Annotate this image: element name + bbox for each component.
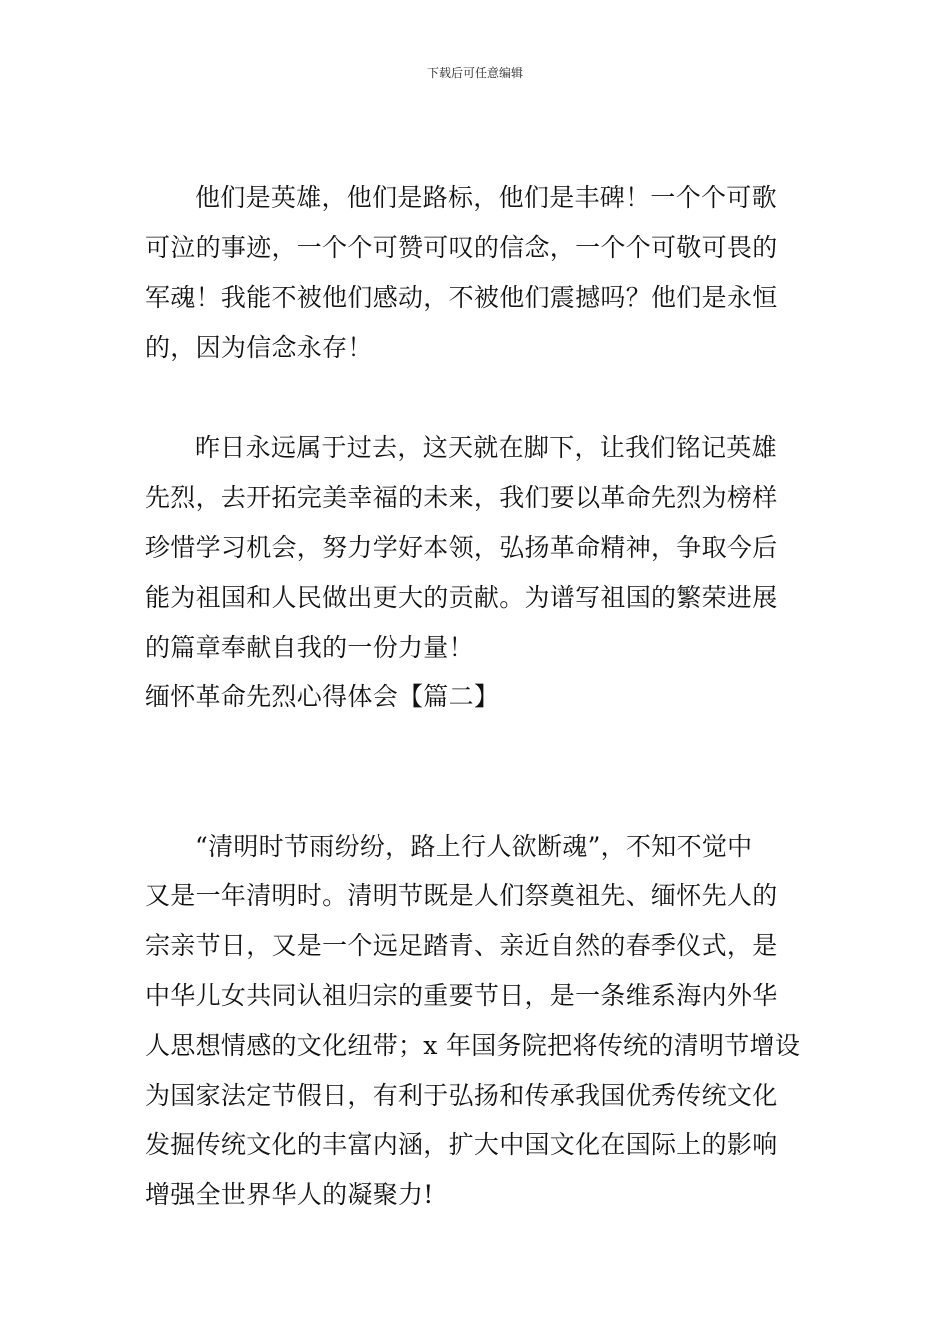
paragraph-2-line-2: 先烈，去开拓完美幸福的未来，我们要以革命先烈为榜样 bbox=[145, 483, 778, 512]
paragraph-1-line-3: 军魂！我能不被他们感动，不被他们震撼吗？他们是永恒 bbox=[145, 283, 778, 312]
paragraph-3-line-7: 发掘传统文化的丰富内涵，扩大中国文化在国际上的影响 bbox=[145, 1130, 778, 1159]
paragraph-3-line-4: 中华儿女共同认祖归宗的重要节日，是一条维系海内外华 bbox=[145, 981, 778, 1010]
paragraph-3-line-5: 人思想情感的文化纽带；x 年国务院把将传统的清明节增设 bbox=[145, 1031, 801, 1060]
paragraph-1-line-1: 他们是英雄，他们是路标，他们是丰碑！一个个可歌 bbox=[195, 183, 777, 212]
paragraph-3-line-6: 为国家法定节假日，有利于弘扬和传承我国优秀传统文化 bbox=[145, 1081, 778, 1110]
section-title: 缅怀革命先烈心得体会【篇二】 bbox=[145, 682, 500, 711]
page-header: 下载后可任意编辑 bbox=[426, 66, 523, 80]
paragraph-2-line-3: 珍惜学习机会，努力学好本领，弘扬革命精神，争取今后 bbox=[145, 533, 778, 562]
paragraph-2-line-1: 昨日永远属于过去，这天就在脚下，让我们铭记英雄 bbox=[195, 433, 777, 462]
paragraph-1-line-4: 的，因为信念永存！ bbox=[145, 333, 373, 362]
paragraph-3-line-8: 增强全世界华人的凝聚力! bbox=[145, 1180, 434, 1209]
paragraph-2-line-5: 的篇章奉献自我的一份力量！ bbox=[145, 633, 474, 662]
paragraph-2-line-4: 能为祖国和人民做出更大的贡献。为谱写祖国的繁荣进展 bbox=[145, 583, 778, 612]
paragraph-1-line-2: 可泣的事迹，一个个可赞可叹的信念，一个个可敬可畏的 bbox=[145, 233, 778, 262]
paragraph-3-line-1: “清明时节雨纷纷，路上行人欲断魂”，不知不觉中 bbox=[195, 832, 753, 861]
paragraph-3-line-2: 又是一年清明时。清明节既是人们祭奠祖先、缅怀先人的 bbox=[145, 881, 778, 910]
paragraph-3-line-3: 宗亲节日，又是一个远足踏青、亲近自然的春季仪式，是 bbox=[145, 931, 778, 960]
